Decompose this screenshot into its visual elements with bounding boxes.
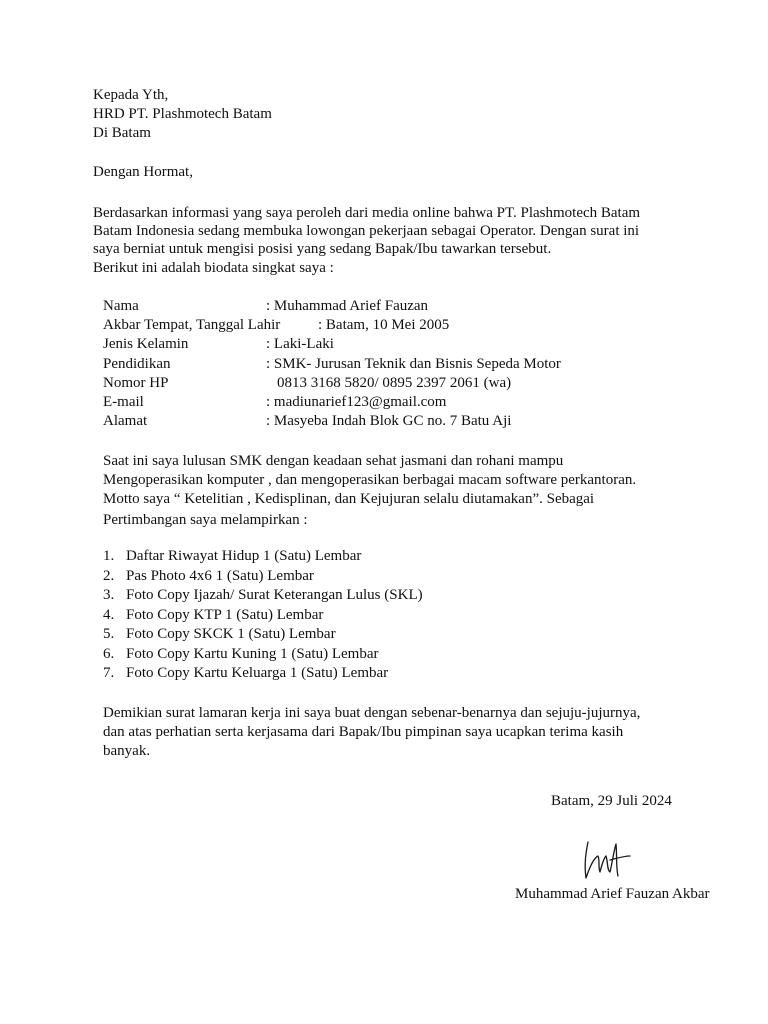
list-item-number: 6.: [103, 646, 115, 662]
list-item: Foto Copy Kartu Keluarga 1 (Satu) Lembar: [126, 665, 389, 681]
salutation: Dengan Hormat,: [93, 164, 193, 180]
list-item: Daftar Riwayat Hidup 1 (Satu) Lembar: [126, 548, 362, 564]
biodata-label: Akbar Tempat, Tanggal Lahir: [103, 317, 281, 333]
signer-name: Muhammad Arief Fauzan Akbar: [515, 886, 710, 902]
biodata-value: : SMK- Jurusan Teknik dan Bisnis Sepeda Motor: [266, 356, 561, 372]
list-item-number: 3.: [103, 587, 115, 603]
biodata-label: E-mail: [103, 394, 144, 410]
biodata-value: : Masyeba Indah Blok GC no. 7 Batu Aji: [266, 413, 512, 429]
closing-line: dan atas perhatian serta kerjasama dari Bapak/Ibu pimpinan saya ucapkan terima kasih: [103, 724, 624, 740]
list-item: Foto Copy KTP 1 (Satu) Lembar: [126, 607, 324, 623]
list-item-number: 5.: [103, 626, 115, 642]
place-date: Batam, 29 Juli 2024: [551, 793, 672, 809]
status-line: Motto saya “ Ketelitian , Kedisplinan, dan Kejujuran selalu diutamakan”. Sebagai: [103, 491, 595, 507]
intro-line: saya berniat untuk mengisi posisi yang sedang Bapak/Ibu tawarkan tersebut.: [93, 241, 552, 257]
biodata-value: 0813 3168 5820/ 0895 2397 2061 (wa): [277, 375, 512, 391]
recipient-line-2: HRD PT. Plashmotech Batam: [93, 106, 272, 122]
closing-line: Demikian surat lamaran kerja ini saya buat dengan sebenar-benarnya dan sejuju-jujurnya,: [103, 705, 641, 721]
intro-line: Batam Indonesia sedang membuka lowongan pekerjaan sebagai Operator. Dengan surat ini: [93, 223, 640, 239]
list-item-number: 4.: [103, 607, 115, 623]
list-item-number: 2.: [103, 568, 115, 584]
biodata-label: Jenis Kelamin: [103, 336, 189, 352]
biodata-label: Pendidikan: [103, 356, 171, 372]
list-item: Foto Copy Ijazah/ Surat Keterangan Lulus (SKL): [126, 587, 423, 603]
list-item: Foto Copy Kartu Kuning 1 (Satu) Lembar: [126, 646, 379, 662]
signature: [580, 834, 632, 884]
intro-line: Berikut ini adalah biodata singkat saya :: [93, 260, 334, 276]
closing-line: banyak.: [103, 743, 151, 759]
biodata-label: Alamat: [103, 413, 148, 429]
biodata-value: : madiunarief123@gmail.com: [266, 394, 447, 410]
biodata-label: Nomor HP: [103, 375, 169, 391]
status-line: Pertimbangan saya melampirkan :: [103, 512, 308, 528]
list-item-number: 7.: [103, 665, 115, 681]
biodata-value: : Muhammad Arief Fauzan: [266, 298, 429, 314]
biodata-label: Nama: [103, 298, 139, 314]
intro-line: Berdasarkan informasi yang saya peroleh dari media online bahwa PT. Plashmotech Batam: [93, 205, 641, 221]
list-item-number: 1.: [103, 548, 115, 564]
list-item: Pas Photo 4x6 1 (Satu) Lembar: [126, 568, 314, 584]
list-item: Foto Copy SKCK 1 (Satu) Lembar: [126, 626, 336, 642]
status-line: Mengoperasikan komputer , dan mengoperasikan berbagai macam software perkantoran.: [103, 472, 637, 488]
biodata-value: : Batam, 10 Mei 2005: [318, 317, 450, 333]
recipient-line-1: Kepada Yth,: [93, 87, 169, 103]
recipient-line-3: Di Batam: [93, 125, 151, 141]
biodata-value: : Laki-Laki: [266, 336, 334, 352]
status-line: Saat ini saya lulusan SMK dengan keadaan sehat jasmani dan rohani mampu: [103, 453, 564, 469]
